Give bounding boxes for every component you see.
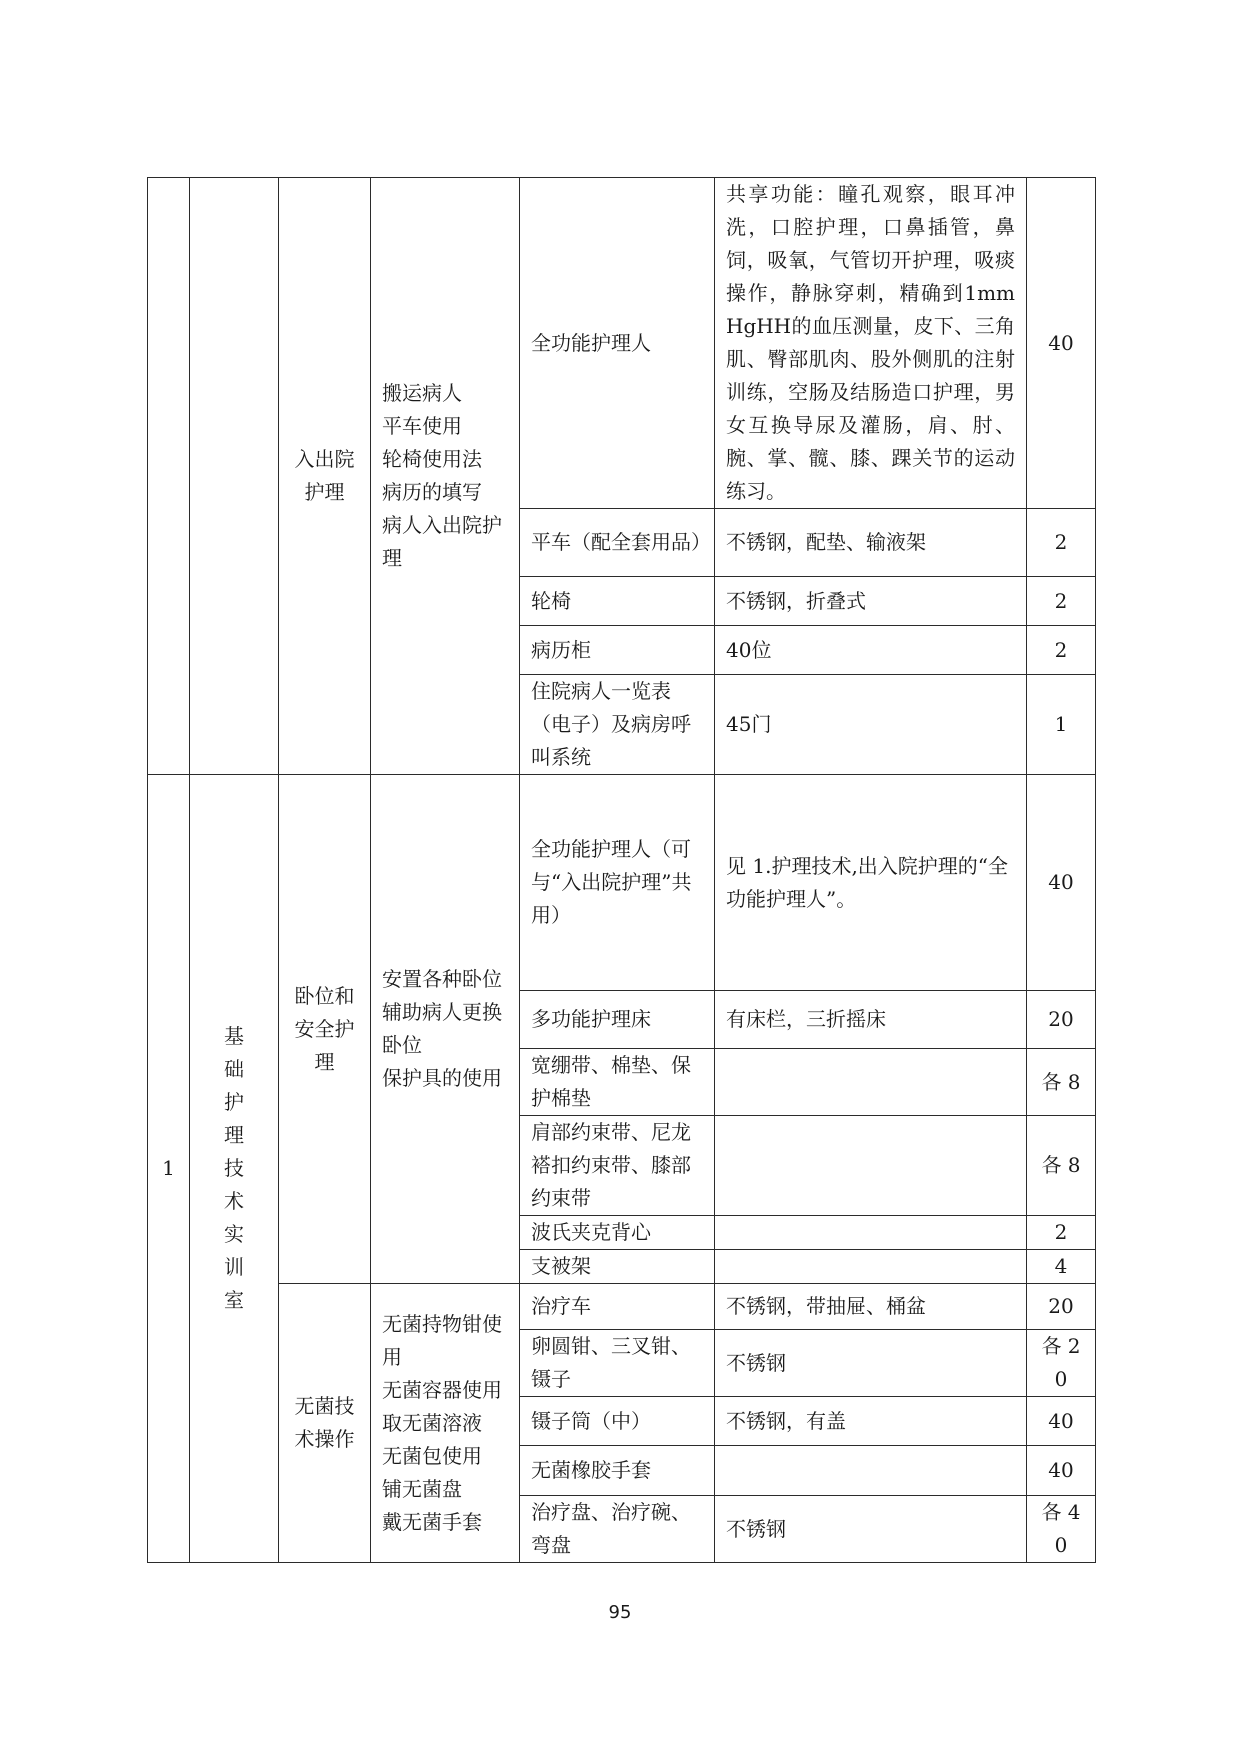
category-cell: 入出院护理 <box>279 178 371 775</box>
item-name-cell: 宽绷带、棉垫、保护棉垫 <box>520 1049 715 1116</box>
page-number: 95 <box>608 1602 632 1623</box>
item-name-cell: 治疗车 <box>520 1284 715 1330</box>
item-name-cell: 治疗盘、治疗碗、弯盘 <box>520 1496 715 1563</box>
room-cell <box>190 775 279 1563</box>
room-cell-empty <box>190 178 279 775</box>
item-name-cell: 全功能护理人 <box>520 178 715 509</box>
item-name-cell: 支被架 <box>520 1250 715 1284</box>
item-spec-cell: 45门 <box>715 675 1027 775</box>
item-spec-cell <box>715 1116 1027 1216</box>
item-spec-cell: 不锈钢，有盖 <box>715 1397 1027 1446</box>
item-spec-cell <box>715 1216 1027 1250</box>
category-cell: 无菌技术操作 <box>279 1284 371 1563</box>
item-name-cell: 波氏夹克背心 <box>520 1216 715 1250</box>
content-text: 安置各种卧位 辅助病人更换卧位 保护具的使用 <box>382 967 502 1090</box>
item-name-cell: 多功能护理床 <box>520 991 715 1049</box>
item-name-cell: 轮椅 <box>520 577 715 626</box>
item-spec-cell <box>715 1049 1027 1116</box>
item-qty-cell: 40 <box>1027 775 1096 991</box>
item-qty-cell: 20 <box>1027 991 1096 1049</box>
category-cell: 卧位和安全护理 <box>279 775 371 1284</box>
table-row <box>148 1284 1096 1330</box>
item-spec-cell: 不锈钢，带抽屉、桶盆 <box>715 1284 1027 1330</box>
table-row <box>148 775 1096 991</box>
item-qty-cell: 20 <box>1027 1284 1096 1330</box>
content-text: 搬运病人 平车使用 轮椅使用法 病历的填写 病人入出院护理 <box>382 381 502 570</box>
item-spec-cell <box>715 1446 1027 1496</box>
item-spec-cell: 不锈钢，折叠式 <box>715 577 1027 626</box>
item-name-cell: 病历柜 <box>520 626 715 675</box>
item-qty-cell: 2 <box>1027 626 1096 675</box>
item-qty-cell: 2 <box>1027 509 1096 577</box>
item-qty-cell: 4 <box>1027 1250 1096 1284</box>
item-spec-cell: 见 1.护理技术,出入院护理的“全功能护理人”。 <box>715 775 1027 991</box>
item-spec-cell: 40位 <box>715 626 1027 675</box>
equipment-table <box>147 177 1096 1563</box>
content-text: 无菌持物钳使用 无菌容器使用 取无菌溶液 无菌包使用 铺无菌盘 戴无菌手套 <box>382 1311 502 1534</box>
content-cell <box>371 178 520 775</box>
item-spec-cell: 不锈钢，配垫、输液架 <box>715 509 1027 577</box>
number-cell-empty <box>148 178 190 775</box>
item-name-cell: 住院病人一览表（电子）及病房呼叫系统 <box>520 675 715 775</box>
item-qty-cell: 40 <box>1027 1397 1096 1446</box>
item-name-cell: 全功能护理人（可与“入出院护理”共用） <box>520 775 715 991</box>
item-spec-cell <box>715 1250 1027 1284</box>
item-qty-cell: 各 8 <box>1027 1116 1096 1216</box>
item-qty-cell: 40 <box>1027 178 1096 509</box>
table-row <box>148 178 1096 509</box>
item-name-cell: 肩部约束带、尼龙褡扣约束带、膝部约束带 <box>520 1116 715 1216</box>
item-spec-cell: 共享功能：瞳孔观察，眼耳冲洗，口腔护理，口鼻插管，鼻饲，吸氧，气管切开护理，吸痰操作，静脉穿刺，精确到1mm HgHH的血压测量，皮下、三角肌、臀部肌肉、股外侧肌的注射训练，空肠及结肠造口护理，男女互换导尿及灌肠，肩、肘、腕、掌、髋、膝、踝关节的运动练习。 <box>715 178 1027 509</box>
content-cell <box>371 1284 520 1563</box>
room-name: 基础护理技术实训室 <box>224 1024 244 1312</box>
item-qty-cell: 2 <box>1027 577 1096 626</box>
number-cell: 1 <box>148 775 190 1563</box>
item-spec-cell: 不锈钢 <box>715 1496 1027 1563</box>
item-qty-cell: 2 <box>1027 1216 1096 1250</box>
item-spec-cell: 有床栏，三折摇床 <box>715 991 1027 1049</box>
item-qty-cell: 各 20 <box>1027 1330 1096 1397</box>
item-name-cell: 无菌橡胶手套 <box>520 1446 715 1496</box>
item-name-cell: 卵圆钳、三叉钳、镊子 <box>520 1330 715 1397</box>
item-name-cell: 平车（配全套用品） <box>520 509 715 577</box>
item-qty-cell: 各 8 <box>1027 1049 1096 1116</box>
item-qty-cell: 1 <box>1027 675 1096 775</box>
item-spec-cell: 不锈钢 <box>715 1330 1027 1397</box>
item-qty-cell: 40 <box>1027 1446 1096 1496</box>
item-name-cell: 镊子筒（中） <box>520 1397 715 1446</box>
content-cell <box>371 775 520 1284</box>
item-qty-cell: 各 40 <box>1027 1496 1096 1563</box>
